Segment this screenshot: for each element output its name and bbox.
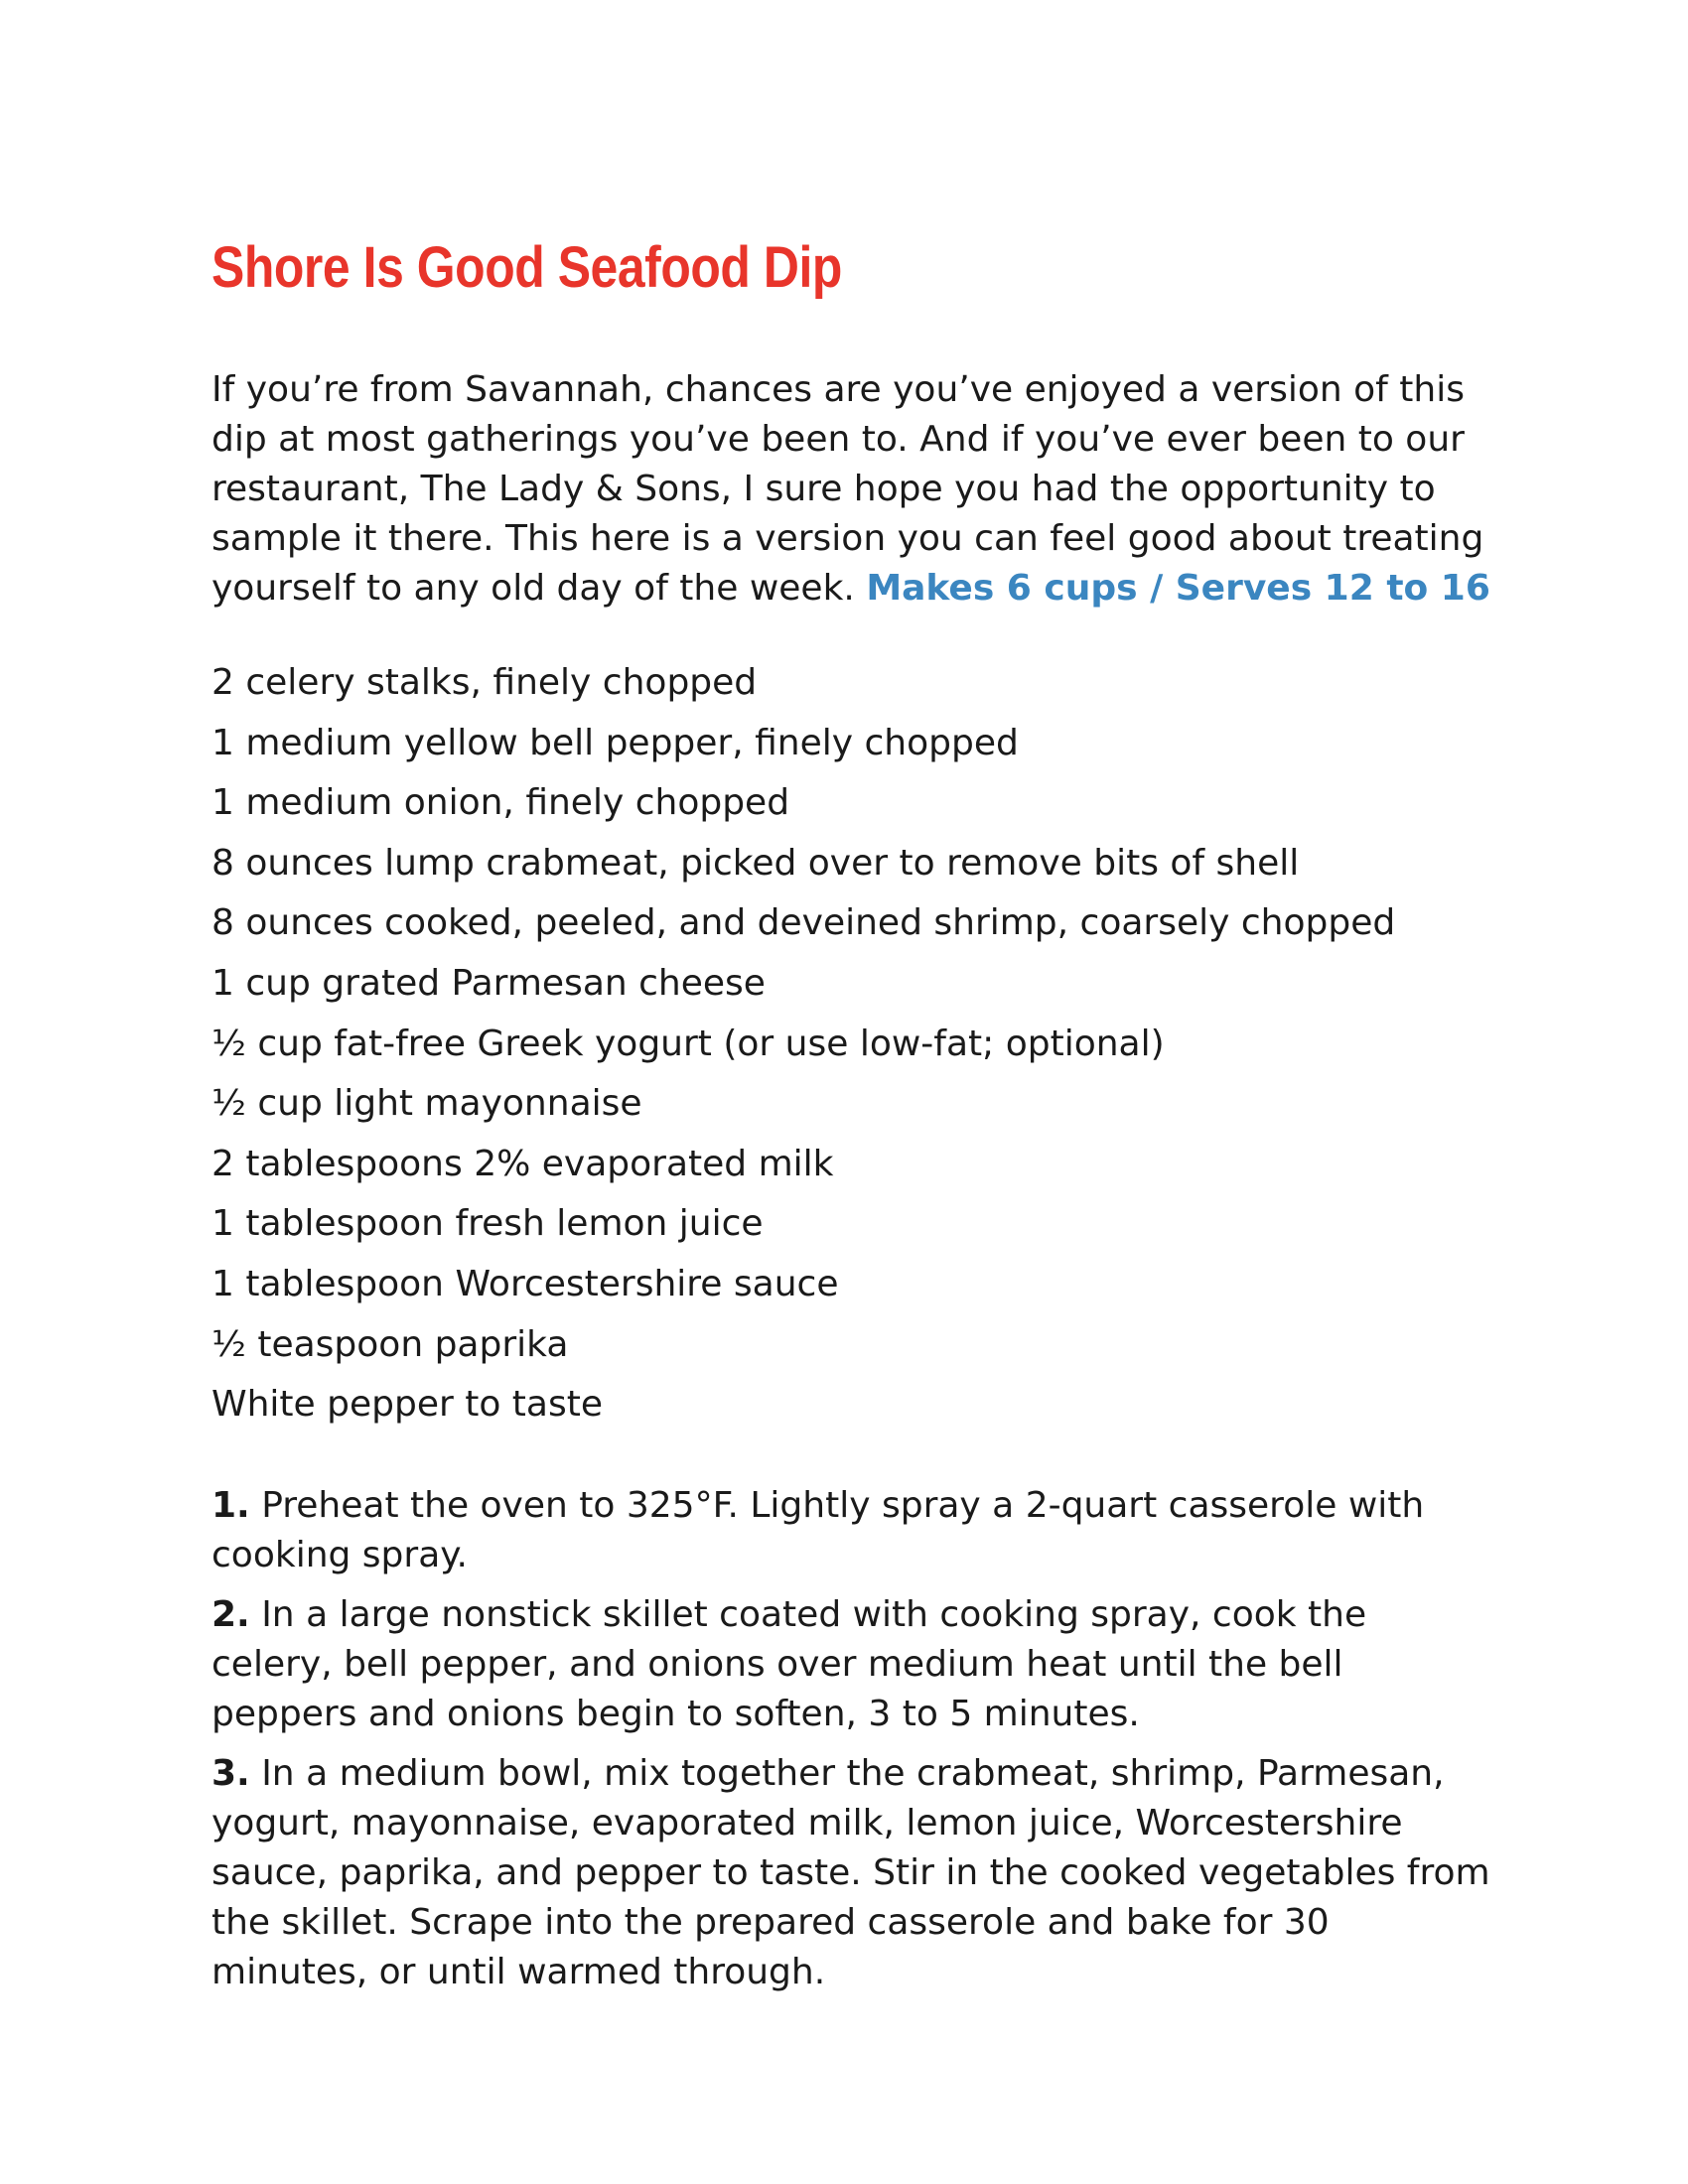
step-text: In a large nonstick skillet coated with cooking spray, cook the celery, bell pepper, and onions over medium heat until the bell peppers and onions begin to soften, 3 to 5 minutes.: [211, 1593, 1367, 1734]
ingredient-item: 8 ounces lump crabmeat, picked over to remove bits of shell: [211, 842, 1300, 884]
ingredient-item: ½ teaspoon paprika: [211, 1323, 569, 1365]
ingredient-item: 1 medium onion, finely chopped: [211, 782, 790, 824]
step-text: Preheat the oven to 325°F. Lightly spray a 2-quart casserole with cooking spray.: [211, 1484, 1425, 1575]
ingredient-item: 2 celery stalks, finely chopped: [211, 662, 758, 703]
step-number: 1.: [211, 1484, 250, 1526]
recipe-intro: [211, 365, 1492, 614]
recipe-page: [211, 228, 1492, 2007]
step-number: 3.: [211, 1752, 250, 1794]
ingredient-item: White pepper to taste: [211, 1384, 603, 1426]
recipe-yield: Makes 6 cups / Serves 12 to 16: [866, 568, 1490, 609]
recipe-title: Shore Is Good Seafood Dip: [211, 235, 842, 300]
ingredient-list: [211, 653, 1492, 1435]
ingredient-item: 1 medium yellow bell pepper, finely chopped: [211, 722, 1019, 763]
ingredient-item: 2 tablespoons 2% evaporated milk: [211, 1143, 834, 1184]
intro-text: If you’re from Savannah, chances are you’ve enjoyed a version of this dip at most gatherings you’ve been to. And if you’ve ever been to our restaurant, The Lady & Sons, I sure hope you had the opportunity to sample it there. This here is a version you can feel good about treating yourself to any old day of the week.: [211, 369, 1484, 609]
instruction-list: [211, 1481, 1492, 1997]
ingredient-item: 1 cup grated Parmesan cheese: [211, 962, 766, 1004]
step-number: 2.: [211, 1593, 250, 1635]
instruction-step: [211, 1749, 1492, 1997]
instruction-step: [211, 1590, 1492, 1739]
instruction-step: [211, 1481, 1492, 1580]
ingredient-item: 1 tablespoon Worcestershire sauce: [211, 1263, 839, 1304]
ingredient-item: 1 tablespoon fresh lemon juice: [211, 1203, 764, 1245]
step-text: In a medium bowl, mix together the crabmeat, shrimp, Parmesan, yogurt, mayonnaise, evaporated milk, lemon juice, Worcestershire sauce, paprika, and pepper to taste. Stir in the cooked vegetables from the skillet. Scrape into the prepared casserole and bake for 30 minutes, or until warmed through.: [211, 1752, 1490, 1992]
ingredient-item: ½ cup fat-free Greek yogurt (or use low-fat; optional): [211, 1023, 1165, 1064]
ingredient-item: 8 ounces cooked, peeled, and deveined shrimp, coarsely chopped: [211, 902, 1396, 944]
ingredient-item: ½ cup light mayonnaise: [211, 1083, 642, 1125]
